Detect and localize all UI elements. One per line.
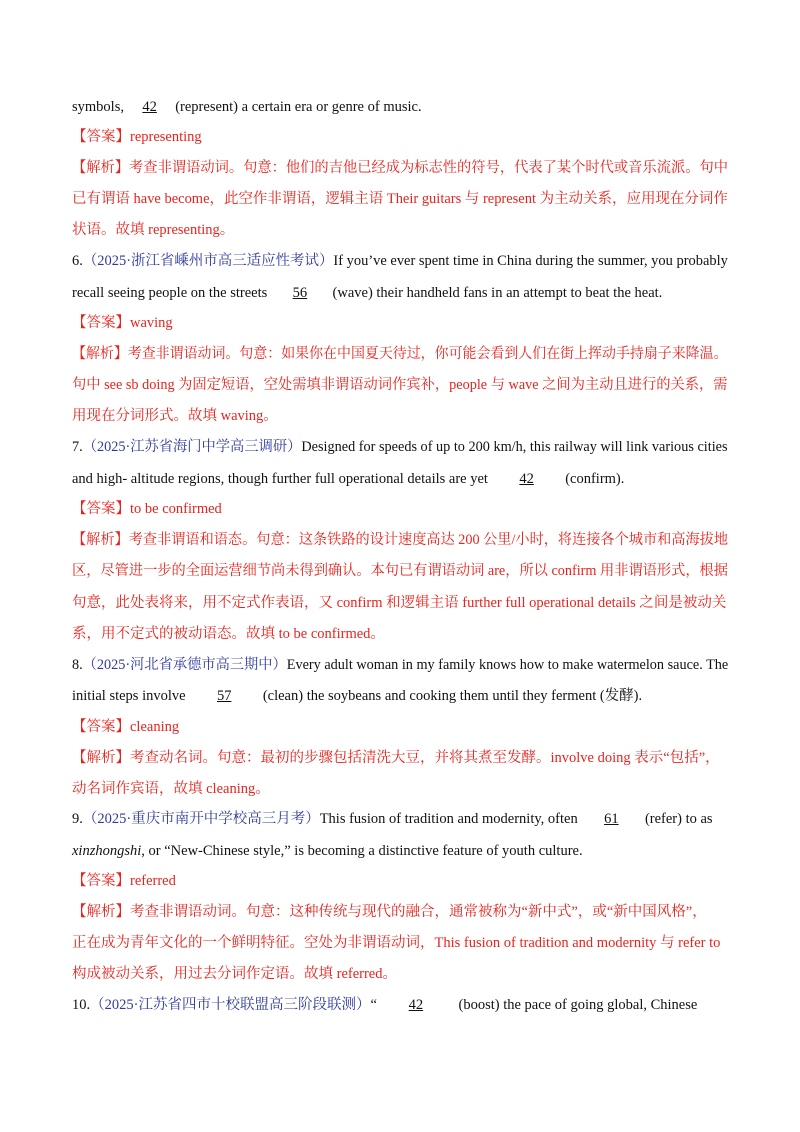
q8-answer: 【答案】cleaning: [72, 719, 180, 735]
q6-analysis-3: 用现在分词形式。故填 waving。: [72, 408, 278, 424]
q6-line2: recall seeing people on the streets 56 (wave) their handheld fans in an attempt to beat the heat.: [72, 285, 663, 301]
q8-analysis-1: 【解析】考查动名词。句意：最初的步骤包括清洗大豆，并将其煮至发酵。involve doing 表示“包括”，: [72, 750, 720, 766]
q7-line2: and high- altitude regions, though further full operational details are yet 42 (confirm).: [72, 471, 625, 487]
q9-analysis-3: 构成被动关系，用过去分词作定语。故填 referred。: [72, 966, 397, 982]
q5-line1: symbols, 42 (represent) a certain era or genre of music.: [72, 99, 422, 115]
q8-line2: initial steps involve 57 (clean) the soybeans and cooking them until they ferment (发酵).: [72, 688, 643, 704]
q5-blank: 42: [142, 99, 157, 115]
q9-analysis-1: 【解析】考查非谓语动词。句意：这种传统与现代的融合，通常被称为“新中式”，或“新中国风格”，: [72, 904, 707, 920]
q7-answer: 【答案】to be confirmed: [72, 501, 222, 517]
q5-analysis-3: 状语。故填 representing。: [72, 222, 235, 238]
q9-source: （2025·重庆市南开中学校高三月考）: [82, 811, 320, 827]
q6-analysis-1: 【解析】考查非谓语动词。句意：如果你在中国夏天待过，你可能会看到人们在街上挥动手持扇子来降温。: [72, 346, 728, 362]
q9-line2: xinzhongshi, or “New-Chinese style,” is becoming a distinctive feature of youth culture.: [72, 843, 583, 859]
q9-analysis-2: 正在成为青年文化的一个鲜明特征。空处为非谓语动词，This fusion of tradition and modernity 与 refer to: [72, 935, 721, 951]
q7-source: （2025·江苏省海门中学高三调研）: [82, 439, 302, 455]
q10-blank: 42: [408, 997, 424, 1013]
q7-blank: 42: [519, 471, 534, 487]
q9-answer: 【答案】referred: [72, 873, 176, 889]
q6-answer: 【答案】waving: [72, 315, 173, 331]
q10-source: （2025·江苏省四市十校联盟高三阶段联测）: [90, 997, 371, 1013]
q5-analysis-2: 已有谓语 have become，此空作非谓语，逻辑主语 Their guitars 与 represent 为主动关系，应用现在分词作: [72, 191, 728, 207]
q7-analysis-1: 【解析】考查非谓语和语态。句意：这条铁路的设计速度高达 200 公里/小时，将连接各个城市和高海拔地: [72, 532, 729, 548]
q6-blank: 56: [292, 285, 308, 301]
q10-line1: 10.（2025·江苏省四市十校联盟高三阶段联测）“ 42 (boost) the pace of going global, Chinese: [72, 997, 698, 1013]
q6-analysis-2: 句中 see sb doing 为固定短语，空处需填非谓语动词作宾补，people 与 wave 之间为主动且进行的关系，需: [72, 377, 728, 393]
q7-analysis-4: 系，用不定式的被动语态。故填 to be confirmed。: [72, 626, 385, 642]
q5-answer: 【答案】representing: [72, 129, 202, 145]
q8-blank: 57: [216, 688, 232, 704]
q7-analysis-3: 句意，此处表将来，用不定式作表语，又 confirm 和逻辑主语 further full operational details 之间是被动关: [72, 595, 727, 611]
q7-line1: 7.（2025·江苏省海门中学高三调研）Designed for speeds of up to 200 km/h, this railway will link various cities: [72, 439, 728, 455]
q8-analysis-2: 动名词作宾语，故填 cleaning。: [72, 781, 270, 797]
q8-source: （2025·河北省承德市高三期中）: [82, 657, 287, 673]
q5-analysis-1: 【解析】考查非谓语动词。句意：他们的吉他已经成为标志性的符号，代表了某个时代或音乐流派。句中: [72, 160, 728, 176]
q9-blank: 61: [604, 811, 619, 827]
q9-line1: 9.（2025·重庆市南开中学校高三月考）This fusion of tradition and modernity, often 61 (refer) to as: [72, 811, 713, 827]
q6-source: （2025·浙江省嵊州市高三适应性考试）: [82, 253, 334, 269]
q8-line1: 8.（2025·河北省承德市高三期中）Every adult woman in my family knows how to make watermelon sauce. The: [72, 657, 729, 673]
q7-analysis-2: 区，尽管进一步的全面运营细节尚未得到确认。本句已有谓语动词 are，所以 confirm 用非谓语形式，根据: [72, 563, 728, 579]
q6-line1: 6.（2025·浙江省嵊州市高三适应性考试）If you’ve ever spent time in China during the summer, you probably: [72, 253, 728, 269]
